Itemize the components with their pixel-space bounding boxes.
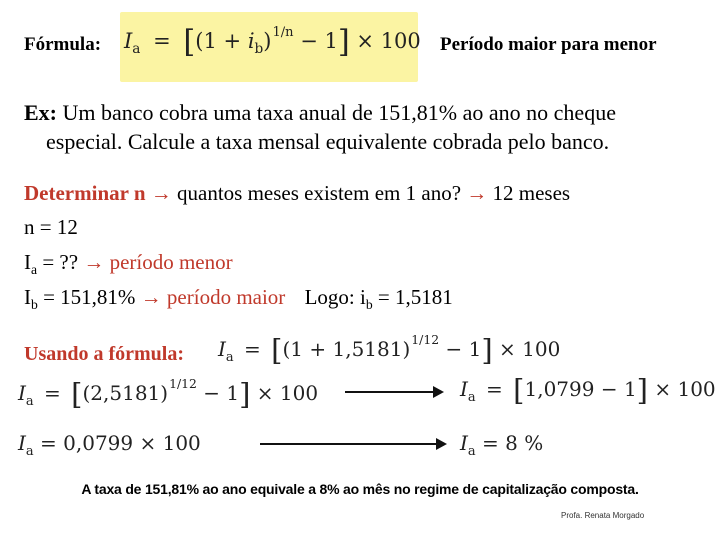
- determine-question: quantos meses existem em 1 ano?: [171, 181, 462, 205]
- example-text-1: Um banco cobra uma taxa anual de 151,81% ao ano no cheque: [57, 100, 616, 125]
- usage-eq2-exp: 1/12: [169, 376, 197, 392]
- usage-eq3-inner: 1,0799 − 1: [524, 377, 637, 401]
- right-arrow-icon: →: [83, 250, 105, 274]
- usage-eq5-text: = 8 %: [482, 431, 544, 455]
- formula-eq: =: [153, 29, 171, 53]
- formula-times: × 100: [356, 29, 421, 53]
- ia-value: = ??: [37, 250, 79, 274]
- ib-note: período maior: [161, 285, 286, 309]
- right-bracket: ]: [337, 25, 350, 60]
- usage-eq2-times: × 100: [256, 381, 319, 405]
- ia-label: I: [24, 250, 31, 274]
- usage-eq1-times: × 100: [499, 337, 561, 361]
- n-value: n = 12: [24, 215, 78, 239]
- determine-answer: 12 meses: [487, 181, 571, 205]
- ib-label: I: [24, 285, 31, 309]
- logo-sub: b: [365, 296, 373, 312]
- ib-value: = 151,81%: [37, 285, 136, 309]
- usage-eq3-times: × 100: [654, 377, 716, 401]
- formula-minus-one: − 1: [300, 29, 338, 53]
- ia-sub: a: [31, 261, 38, 277]
- usage-eq2-minus: − 1: [203, 381, 240, 405]
- usage-eq-1: $I_a = [(1 + 1,5181)^{1/12} - 1] \times 100$: [218, 332, 561, 367]
- formula-lhs-sub: a: [132, 40, 141, 57]
- usage-eq-4: $I_a = 0,0799 \times 100$: [18, 431, 201, 459]
- logo-label: Logo: i: [304, 285, 366, 309]
- formula-var-sub: b: [254, 40, 264, 57]
- formula-close: ): [263, 29, 272, 53]
- ib-line: [24, 285, 453, 310]
- formula-open: (1 +: [195, 29, 242, 53]
- right-arrow-icon: →: [150, 181, 172, 205]
- usage-eq-5: $I_a = 8$ %: [460, 431, 544, 459]
- determine-label: Determinar n: [24, 181, 146, 205]
- period-note: Período maior para menor: [440, 34, 657, 55]
- usage-eq2-inner: (2,5181): [82, 381, 169, 405]
- usage-eq1-exp: 1/12: [411, 332, 440, 348]
- ia-line: [24, 250, 233, 275]
- right-arrow-icon: →: [140, 285, 162, 309]
- formula-exponent: 1/n: [272, 24, 294, 40]
- formula-label: Fórmula:: [24, 34, 102, 55]
- usage-eq-3: $I_a = [1,0799 - 1] \times 100$: [460, 373, 716, 407]
- usage-label: Usando a fórmula:: [24, 343, 185, 365]
- example-line-2: especial. Calcule a taxa mensal equivalente cobrada pelo banco.: [46, 129, 610, 154]
- usage-eq-2: $I_a = [(2,5181)^{1/12} - 1] \times 100$: [18, 376, 319, 411]
- left-bracket: [: [183, 25, 196, 60]
- formula-lhs: I: [124, 29, 133, 53]
- main-formula: [124, 25, 421, 60]
- ia-note: período menor: [104, 250, 233, 274]
- determine-line: [24, 181, 570, 206]
- right-arrow-icon: →: [466, 181, 488, 205]
- example-line-1: [24, 100, 616, 126]
- formula-var: i: [247, 29, 255, 53]
- example-prefix: Ex:: [24, 100, 57, 125]
- right-arrow-icon: [345, 391, 435, 393]
- usage-eq1-inner: (1 + 1,5181): [282, 337, 411, 361]
- logo-value: = 1,5181: [372, 285, 453, 309]
- conclusion-text: A taxa de 151,81% ao ano equivale a 8% ao mês no regime de capitalização composta.: [81, 481, 639, 497]
- right-arrow-icon: [260, 443, 438, 445]
- usage-eq1-minus: − 1: [445, 337, 482, 361]
- ib-sub: b: [31, 296, 38, 312]
- usage-eq4-text: = 0,0799 × 100: [40, 431, 201, 455]
- credit-text: Profa. Renata Morgado: [561, 511, 645, 520]
